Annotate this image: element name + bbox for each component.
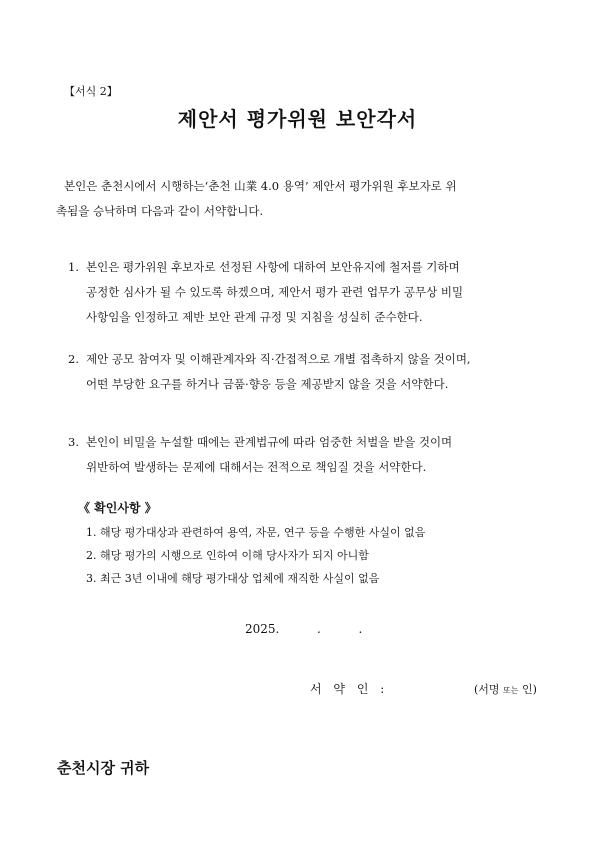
clause-3 (68, 430, 548, 480)
date-year: 2025. (245, 622, 280, 636)
addressee: 춘천시장 귀하 (57, 759, 150, 777)
date-month: . (317, 622, 321, 636)
signer-label: 서 약 인 : (310, 682, 389, 696)
document-title: 제안서 평가위원 보안각서 (177, 107, 418, 131)
confirmation-item: 3. 최근 3년 이내에 해당 평가대상 업체에 재직한 사실이 없음 (86, 572, 380, 585)
clause-line: 공정한 심사가 될 수 있도록 하겠으며, 제안서 평가 관련 업무가 공무상 비밀 (86, 285, 464, 299)
signature-note-open: (서명 (474, 683, 504, 696)
signature-note-close: 인) (518, 683, 537, 696)
clause-line: 제안 공모 참여자 및 이해관계자와 직·간접적으로 개별 접촉하지 않을 것이며, (86, 352, 471, 366)
clause-number: 3. (68, 435, 79, 449)
signature-note (474, 681, 537, 697)
clause-line: 본인은 평가위원 후보자로 선정된 사항에 대하여 보안유지에 철저를 기하며 (86, 260, 460, 274)
date-day: . (358, 622, 363, 636)
clause-line: 위반하여 발생하는 문제에 대해서는 전적으로 책임질 것을 서약한다. (86, 460, 427, 474)
intro-paragraph (56, 174, 546, 224)
clause-line: 사항임을 인정하고 제반 보안 관계 규정 및 지침을 성실히 준수한다. (86, 310, 423, 324)
intro-line-2: 촉됨을 승낙하며 다음과 같이 서약합니다. (56, 204, 264, 218)
signature-note-or: 또는 (503, 686, 519, 695)
intro-line-1: 본인은 춘천시에서 시행하는‘춘천 山業 4.0 용역’ 제안서 평가위원 후보자로 위 (64, 179, 457, 193)
date-line (245, 622, 362, 636)
clause-line: 본인이 비밀을 누설할 때에는 관계법규에 따라 엄중한 처벌을 받을 것이며 (86, 435, 453, 449)
clause-number: 2. (68, 352, 79, 366)
confirmation-item: 2. 해당 평가의 시행으로 인하여 이해 당사자가 되지 아니함 (86, 549, 369, 562)
clause-number: 1. (68, 260, 79, 274)
confirmation-heading: 《 확인사항 》 (78, 501, 157, 515)
confirmation-list (86, 521, 425, 590)
clause-line: 어떤 부당한 요구를 하거나 금품·향응 등을 제공받지 않을 것을 서약한다. (86, 377, 449, 391)
form-number: 【서식 2】 (64, 85, 118, 98)
confirmation-item: 1. 해당 평가대상과 관련하여 용역, 자문, 연구 등을 수행한 사실이 없음 (86, 526, 426, 539)
clause-2 (68, 347, 548, 397)
clause-1 (68, 255, 548, 330)
